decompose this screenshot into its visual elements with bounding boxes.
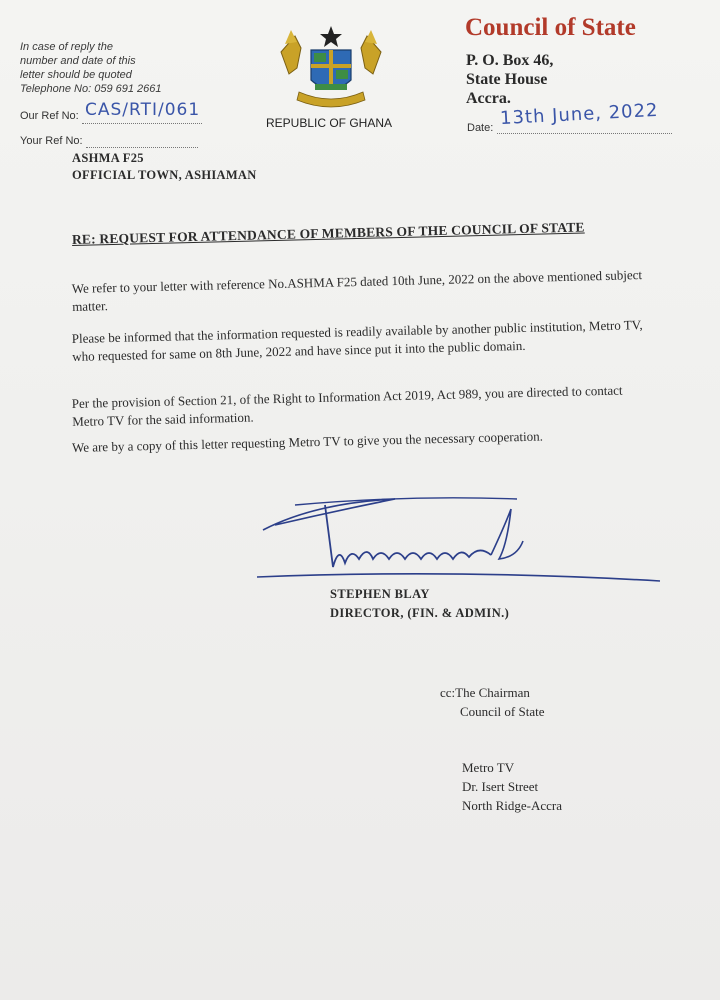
- signatory-block: [330, 585, 509, 623]
- cc-line: Dr. Isert Street: [462, 779, 539, 794]
- reply-note-line: In case of reply the: [20, 41, 113, 53]
- organization-name: Council of State: [465, 14, 636, 41]
- signatory-title: DIRECTOR, (FIN. & ADMIN.): [330, 606, 510, 620]
- body-paragraph: We are by a copy of this letter requesting Metro TV to give you the necessary cooperation.: [71, 428, 544, 455]
- cc-line: Council of State: [460, 704, 545, 719]
- emblem-caption: REPUBLIC OF GHANA: [266, 116, 393, 130]
- address-block: [466, 51, 553, 108]
- signatory-name: STEPHEN BLAY: [330, 587, 430, 601]
- address-line: Accra.: [466, 90, 511, 107]
- recipient-address: OFFICIAL TOWN, ASHIAMAN: [72, 168, 257, 182]
- address-line: P. O. Box 46,: [466, 52, 554, 69]
- cc-line: Metro TV: [462, 760, 515, 775]
- recipient-name: ASHMA F25: [72, 151, 144, 165]
- date-label: Date:: [467, 122, 494, 134]
- reply-note: [20, 40, 162, 96]
- subject-line: RE: REQUEST FOR ATTENDANCE OF MEMBERS OF THE COUNCIL OF STATE: [71, 219, 585, 247]
- your-ref-label: Your Ref No:: [20, 135, 83, 147]
- reply-note-line: letter should be quoted: [20, 69, 132, 81]
- date-value: 13th June, 2022: [499, 99, 659, 130]
- our-ref-underline: [82, 123, 202, 124]
- ghana-coat-of-arms-icon: [275, 22, 387, 110]
- date-underline: [497, 133, 672, 134]
- reply-note-line: Telephone No: 059 691 2661: [20, 83, 162, 95]
- our-ref-value: CAS/RTI/061: [85, 100, 201, 120]
- body-paragraph: Per the provision of Section 21, of the Right to Information Act 2019, Act 989, you are directed to contact Metro TV for the said information.: [71, 382, 623, 429]
- handwritten-signature: [255, 485, 665, 595]
- recipient-block: [72, 150, 257, 184]
- address-line: State House: [466, 71, 548, 88]
- reply-note-line: number and date of this: [20, 55, 136, 67]
- our-ref-label: Our Ref No:: [20, 110, 79, 122]
- your-ref-underline: [86, 147, 198, 148]
- body-paragraph: Please be informed that the information requested is readily available by another public institution, Metro TV, who requested for same on 8th June, 2022 and have since put it into the public domain.: [71, 317, 643, 364]
- cc-line: cc:The Chairman: [440, 685, 530, 700]
- cc-line: North Ridge-Accra: [462, 798, 562, 813]
- body-paragraph: We refer to your letter with reference No.ASHMA F25 dated 10th June, 2022 on the above mentioned subject matter.: [71, 267, 643, 314]
